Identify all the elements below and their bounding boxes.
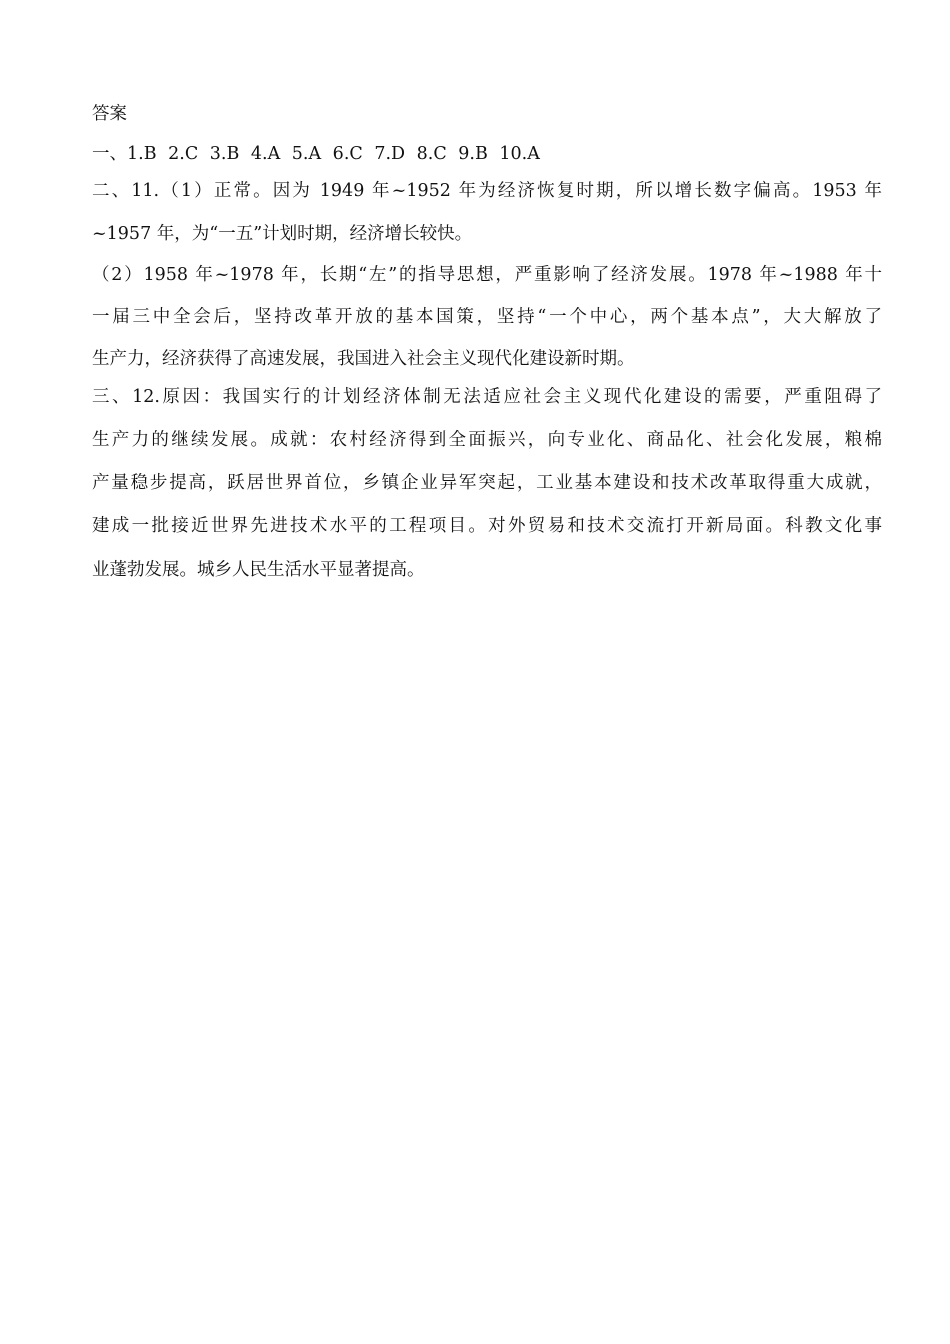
- q11-part2-line-3: 生产力，经济获得了高速发展，我国进入社会主义现代化建设新时期。: [92, 349, 635, 369]
- multiple-choice-answers: 一、1.B 2.C 3.B 4.A 5.A 6.C 7.D 8.C 9.B 10.A: [92, 144, 540, 164]
- q11-part1-line-1: 二、11.（1）正常。因为 1949 年~1952 年为经济恢复时期，所以增长数字偏高。1953 年: [92, 181, 882, 201]
- q12-line-5: 业蓬勃发展。城乡人民生活水平显著提高。: [92, 560, 425, 580]
- q12-line-2: 生产力的继续发展。成就：农村经济得到全面振兴，向专业化、商品化、社会化发展，粮棉: [92, 430, 882, 450]
- answer-heading: 答案: [92, 104, 127, 124]
- q12-line-4: 建成一批接近世界先进技术水平的工程项目。对外贸易和技术交流打开新局面。科教文化事: [92, 516, 882, 536]
- q12-line-1: 三、12.原因：我国实行的计划经济体制无法适应社会主义现代化建设的需要，严重阻碍了: [92, 387, 882, 407]
- q11-part2-line-2: 一届三中全会后，坚持改革开放的基本国策，坚持“一个中心，两个基本点”，大大解放了: [92, 307, 882, 327]
- q11-part1-line-2: ~1957 年，为“一五”计划时期，经济增长较快。: [92, 224, 473, 244]
- q11-part2-line-1: （2）1958 年~1978 年，长期“左”的指导思想，严重影响了经济发展。1978 年~1988 年十: [92, 265, 882, 285]
- q12-line-3: 产量稳步提高，跃居世界首位，乡镇企业异军突起，工业基本建设和技术改革取得重大成就，: [92, 473, 882, 493]
